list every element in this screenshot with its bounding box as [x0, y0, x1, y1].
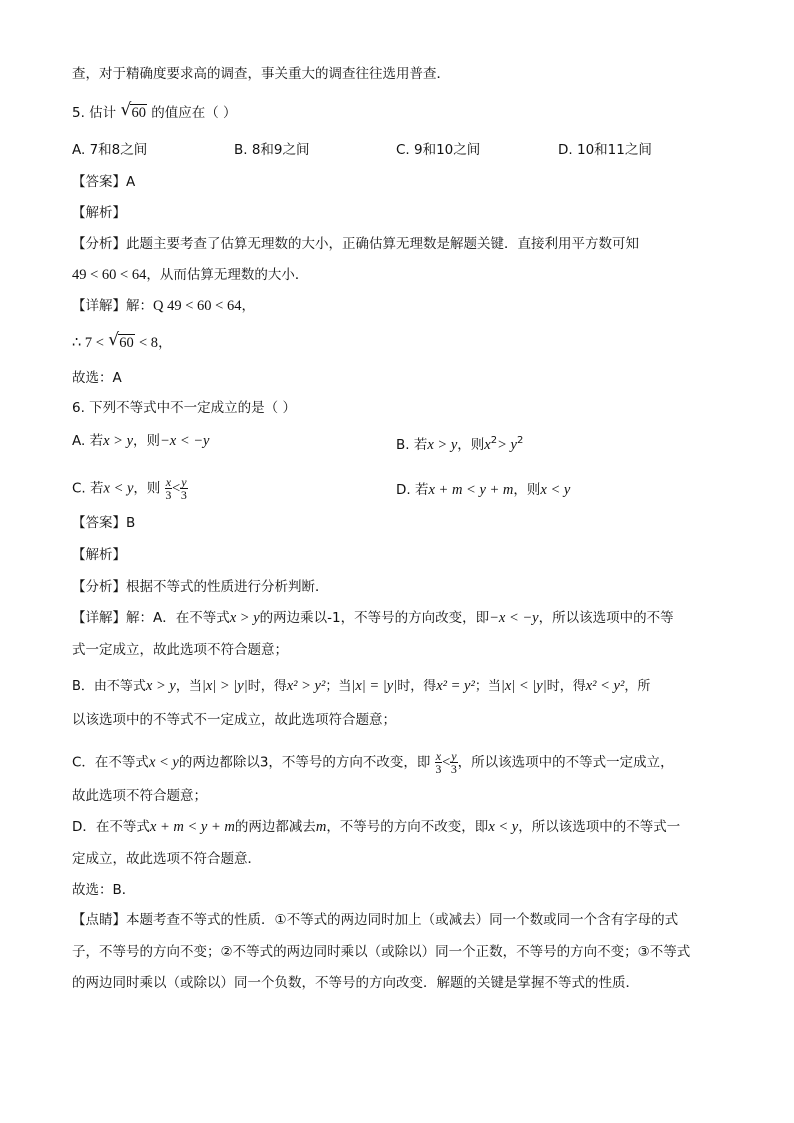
text: 【解析】 — [72, 205, 126, 221]
text: A. 若 — [72, 433, 104, 449]
text: 时，得 — [397, 679, 437, 694]
text: 查，对于精确度要求高的调查，事关重大的调查往往选用普查． — [72, 66, 450, 82]
text: 时，得 — [546, 679, 586, 694]
text: 故此选项不符合题意； — [72, 788, 207, 804]
solution-text — [72, 710, 396, 730]
radicand: 60 — [131, 105, 146, 121]
superscript: 2 — [490, 435, 498, 446]
option-b: B. 8和9之间 — [234, 142, 310, 158]
text: 【点睛】本题考查不等式的性质．①不等式的两边同时加上（或减去）同一个数或同一个含有字母的式 — [72, 912, 679, 928]
text: ，所 — [624, 679, 651, 694]
question-number: 5. 估计 — [72, 105, 117, 121]
math: x² < y² — [585, 678, 625, 694]
text: 时，得 — [247, 679, 287, 694]
text: 的两边乘以-1，不等号的方向改变，即 — [259, 610, 490, 626]
numerator: x — [435, 749, 442, 763]
denominator: 3 — [180, 488, 187, 502]
math-inequality: Q 49 < 60 < 64 — [153, 298, 242, 314]
math: x — [484, 437, 491, 453]
text: ，所以该选项中的不等 — [538, 610, 674, 626]
text: 【详解】解：A．在不等式 — [72, 610, 230, 626]
text: ， — [241, 298, 255, 314]
option-d: D. 10和11之间 — [558, 142, 652, 158]
math: < — [172, 480, 181, 497]
math: > y — [497, 437, 517, 453]
radicand: 60 — [119, 335, 134, 351]
text: ，当 — [175, 679, 202, 694]
text: 的两边同时乘以（或除以）同一个负数，不等号的方向改变．解题的关键是掌握不等式的性质． — [72, 975, 639, 991]
analysis-label — [72, 203, 126, 223]
text: 子，不等号的方向不变；②不等式的两边同时乘以（或除以）同一个正数，不等号的方向不变；③不等式 — [72, 944, 691, 960]
text: ，从而估算无理数的大小． — [146, 267, 309, 283]
fraction-x-over-3 — [435, 750, 442, 775]
option-d — [396, 480, 570, 500]
text-line — [72, 64, 450, 84]
math: m — [315, 819, 327, 835]
text: ，所以该选项中的不等式一 — [518, 819, 681, 835]
denominator: 3 — [435, 762, 442, 776]
sqrt-60: √ 60 — [120, 100, 146, 121]
text: 的两边都除以3，不等号的方向不改变，即 — [178, 754, 431, 771]
math: x < y — [488, 819, 519, 835]
text: C．在不等式 — [72, 754, 149, 771]
denominator: 3 — [450, 762, 457, 776]
math: −x < −y — [489, 610, 539, 626]
solution-text — [72, 750, 674, 775]
text: 定成立，故此选项不符合题意． — [72, 851, 261, 867]
text: 的值应在（ ） — [151, 105, 237, 121]
text: 【解析】 — [72, 547, 126, 563]
comment-text — [72, 910, 678, 930]
text: ，不等号的方向不改变，即 — [326, 819, 489, 835]
solution-text — [72, 330, 172, 353]
math: x < y — [148, 754, 179, 771]
text: B. 若 — [396, 437, 428, 453]
solution-text — [72, 849, 261, 869]
math-text: < 8 — [139, 335, 159, 351]
math: x < y — [103, 480, 134, 497]
choose-text — [72, 368, 122, 388]
text: 【分析】根据不等式的性质进行分析判断． — [72, 579, 329, 595]
option-c: C. 9和10之间 — [396, 142, 481, 158]
analysis-text — [72, 265, 308, 285]
solution-text — [72, 676, 650, 697]
text: ；当 — [474, 679, 501, 694]
text: 故选：B． — [72, 882, 136, 898]
answer — [72, 172, 135, 192]
math-inequality: 49 < 60 < 64 — [72, 267, 147, 283]
math: x² > y² — [286, 678, 326, 694]
sqrt-60: √ 60 — [108, 330, 134, 351]
answer — [72, 513, 135, 533]
solution-text — [72, 817, 680, 837]
math: x > y — [229, 610, 260, 626]
numerator: y — [181, 475, 187, 489]
text: 式一定成立，故此选项不符合题意； — [72, 642, 288, 658]
text: ，则 — [133, 433, 160, 449]
numerator: y — [451, 749, 457, 763]
denominator: 3 — [165, 488, 172, 502]
text: ；当 — [325, 679, 352, 694]
fraction-y-over-3 — [180, 476, 187, 501]
solution-text — [72, 296, 255, 316]
text: 【分析】此题主要考查了估算无理数的大小，正确估算无理数是解题关键．直接利用平方数可知 — [72, 236, 639, 252]
question-5 — [72, 100, 237, 123]
text: 【详解】解： — [72, 298, 153, 314]
math: x < y — [540, 482, 571, 498]
text: 以该选项中的不等式不一定成立，故此选项符合题意； — [72, 712, 396, 728]
text: ，则 — [457, 437, 485, 453]
solution-text — [72, 608, 674, 628]
question-6 — [72, 398, 296, 418]
option-c — [72, 476, 188, 501]
math: x + m < y + m — [428, 482, 514, 498]
fraction-y-over-3 — [450, 750, 457, 775]
solution-text — [72, 640, 288, 660]
option-a — [72, 431, 209, 451]
text: 6. 下列不等式中不一定成立的是（ ） — [72, 400, 296, 416]
text: 【答案】B — [72, 515, 136, 531]
text: 故选：A — [72, 370, 122, 386]
text: D. 若 — [396, 482, 429, 498]
text: ，则 — [133, 480, 161, 497]
solution-text — [72, 786, 207, 806]
math: |x| = |y| — [351, 678, 398, 694]
text: 的两边都减去 — [234, 819, 316, 835]
option-a: A. 7和8之间 — [72, 142, 148, 158]
text: ，所以该选项中的不等式一定成立， — [457, 754, 674, 771]
fraction-x-over-3 — [165, 476, 172, 501]
math: x > y — [427, 437, 458, 453]
text: C. 若 — [72, 480, 104, 497]
option-b — [396, 431, 523, 455]
text: ，则 — [513, 482, 541, 498]
numerator: x — [165, 475, 172, 489]
math: x² = y² — [436, 678, 475, 694]
text: ， — [158, 335, 172, 351]
analysis-text — [72, 234, 639, 254]
math: x > y — [145, 678, 176, 694]
choose-text — [72, 880, 135, 900]
comment-text — [72, 942, 690, 962]
math: < — [442, 754, 451, 771]
math: |x| < |y| — [500, 678, 547, 694]
math: |x| > |y| — [201, 678, 248, 694]
text: B．由不等式 — [72, 679, 146, 694]
text: D．在不等式 — [72, 819, 150, 835]
math: x + m < y + m — [149, 819, 235, 835]
analysis-text — [72, 577, 329, 597]
comment-text — [72, 973, 639, 993]
math-text: ∴ 7 < — [72, 335, 104, 351]
analysis-label — [72, 545, 126, 565]
superscript: 2 — [516, 435, 524, 446]
text: 【答案】A — [72, 174, 136, 190]
math: x > y — [103, 433, 133, 449]
math: −x < −y — [160, 433, 210, 449]
